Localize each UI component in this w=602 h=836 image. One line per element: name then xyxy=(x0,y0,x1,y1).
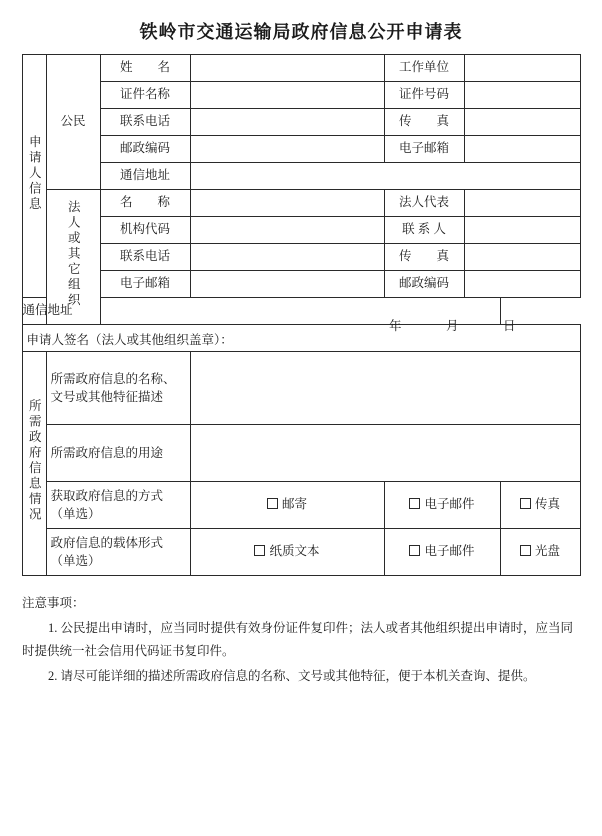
field-value-postcode[interactable] xyxy=(190,136,384,163)
field-label-fax: 传 真 xyxy=(384,109,464,136)
checkbox-icon[interactable] xyxy=(409,498,420,509)
table-row xyxy=(22,271,580,298)
table-row xyxy=(22,109,580,136)
field-value-id-type[interactable] xyxy=(190,82,384,109)
table-row xyxy=(22,217,580,244)
field-label-legal-rep: 法人代表 xyxy=(384,190,464,217)
checkbox-icon[interactable] xyxy=(520,545,531,556)
field-value-name[interactable] xyxy=(190,55,384,82)
field-label-postcode: 邮政编码 xyxy=(100,136,190,163)
notes-item-1: 1. 公民提出申请时，应当同时提供有效身份证件复印件；法人或者其他组织提出申请时，应当同时提供统一社会信用代码证书复印件。 xyxy=(22,621,574,659)
field-label-org-phone: 联系电话 xyxy=(100,244,190,271)
delivery-option-fax[interactable]: 传真 xyxy=(500,482,580,529)
info-value-description[interactable] xyxy=(190,352,580,425)
table-row xyxy=(22,163,580,190)
table-row xyxy=(22,55,580,82)
field-value-work-unit[interactable] xyxy=(464,55,580,82)
field-value-org-fax[interactable] xyxy=(464,244,580,271)
field-value-org-postcode[interactable] xyxy=(464,271,580,298)
field-value-email[interactable] xyxy=(464,136,580,163)
applicant-info-vertical-label: 申请人信息 xyxy=(22,55,46,298)
field-label-work-unit: 工作单位 xyxy=(384,55,464,82)
delivery-option-mail[interactable]: 邮寄 xyxy=(190,482,384,529)
page-title: 铁岭市交通运输局政府信息公开申请表 xyxy=(139,22,463,42)
table-row xyxy=(22,244,580,271)
field-label-email: 电子邮箱 xyxy=(384,136,464,163)
notes-item-2: 2. 请尽可能详细的描述所需政府信息的名称、文号或其他特征，便于本机关查询、提供。 xyxy=(48,669,536,684)
field-value-org-code[interactable] xyxy=(190,217,384,244)
table-row xyxy=(22,352,580,425)
table-row xyxy=(22,529,580,576)
delivery-option-email[interactable]: 电子邮件 xyxy=(384,482,500,529)
field-value-legal-rep[interactable] xyxy=(464,190,580,217)
field-value-org-email[interactable] xyxy=(190,271,384,298)
table-row xyxy=(22,482,580,529)
format-option-email[interactable]: 电子邮件 xyxy=(384,529,500,576)
application-form-table xyxy=(22,54,581,576)
field-label-org-fax: 传 真 xyxy=(384,244,464,271)
info-label-media-format: 政府信息的载体形式（单选） xyxy=(46,529,190,576)
checkbox-icon[interactable] xyxy=(267,498,278,509)
format-option-cd[interactable]: 光盘 xyxy=(500,529,580,576)
table-row xyxy=(22,82,580,109)
checkbox-icon[interactable] xyxy=(520,498,531,509)
citizen-label: 公民 xyxy=(46,55,100,190)
info-value-purpose[interactable] xyxy=(190,425,580,482)
info-label-purpose: 所需政府信息的用途 xyxy=(46,425,190,482)
field-label-org-postcode: 邮政编码 xyxy=(384,271,464,298)
field-value-org-phone[interactable] xyxy=(190,244,384,271)
field-value-contact-person[interactable] xyxy=(464,217,580,244)
info-section-vertical-label: 所需政府信息情况 xyxy=(22,352,46,576)
signature-label: 申请人签名（法人或其他组织盖章）： xyxy=(26,332,233,347)
legal-person-label: 法人或其它组织 xyxy=(46,190,100,325)
signature-block[interactable] xyxy=(22,319,580,352)
notes-section xyxy=(22,592,580,689)
field-label-name: 姓 名 xyxy=(100,55,190,82)
table-row xyxy=(22,425,580,482)
format-option-paper[interactable]: 纸质文本 xyxy=(190,529,384,576)
signature-date-label: 年 月 日 xyxy=(388,319,532,334)
table-row xyxy=(22,325,580,352)
table-row xyxy=(22,136,580,163)
field-label-phone: 联系电话 xyxy=(100,109,190,136)
notes-title: 注意事项： xyxy=(22,596,85,610)
application-form-page xyxy=(0,18,602,836)
checkbox-icon[interactable] xyxy=(409,545,420,556)
field-label-contact-person: 联 系 人 xyxy=(384,217,464,244)
field-label-id-type: 证件名称 xyxy=(100,82,190,109)
field-label-org-name: 名 称 xyxy=(100,190,190,217)
info-label-description: 所需政府信息的名称、文号或其他特征描述 xyxy=(46,352,190,425)
field-label-org-address: 通信地址 xyxy=(22,298,46,325)
table-row xyxy=(22,190,580,217)
field-label-org-email: 电子邮箱 xyxy=(100,271,190,298)
field-value-phone[interactable] xyxy=(190,109,384,136)
field-label-org-code: 机构代码 xyxy=(100,217,190,244)
field-value-id-number[interactable] xyxy=(464,82,580,109)
field-value-org-name[interactable] xyxy=(190,190,384,217)
field-value-address[interactable] xyxy=(190,163,580,190)
field-label-id-number: 证件号码 xyxy=(384,82,464,109)
checkbox-icon[interactable] xyxy=(254,545,265,556)
field-label-address: 通信地址 xyxy=(100,163,190,190)
field-value-fax[interactable] xyxy=(464,109,580,136)
info-label-delivery-method: 获取政府信息的方式（单选） xyxy=(46,482,190,529)
